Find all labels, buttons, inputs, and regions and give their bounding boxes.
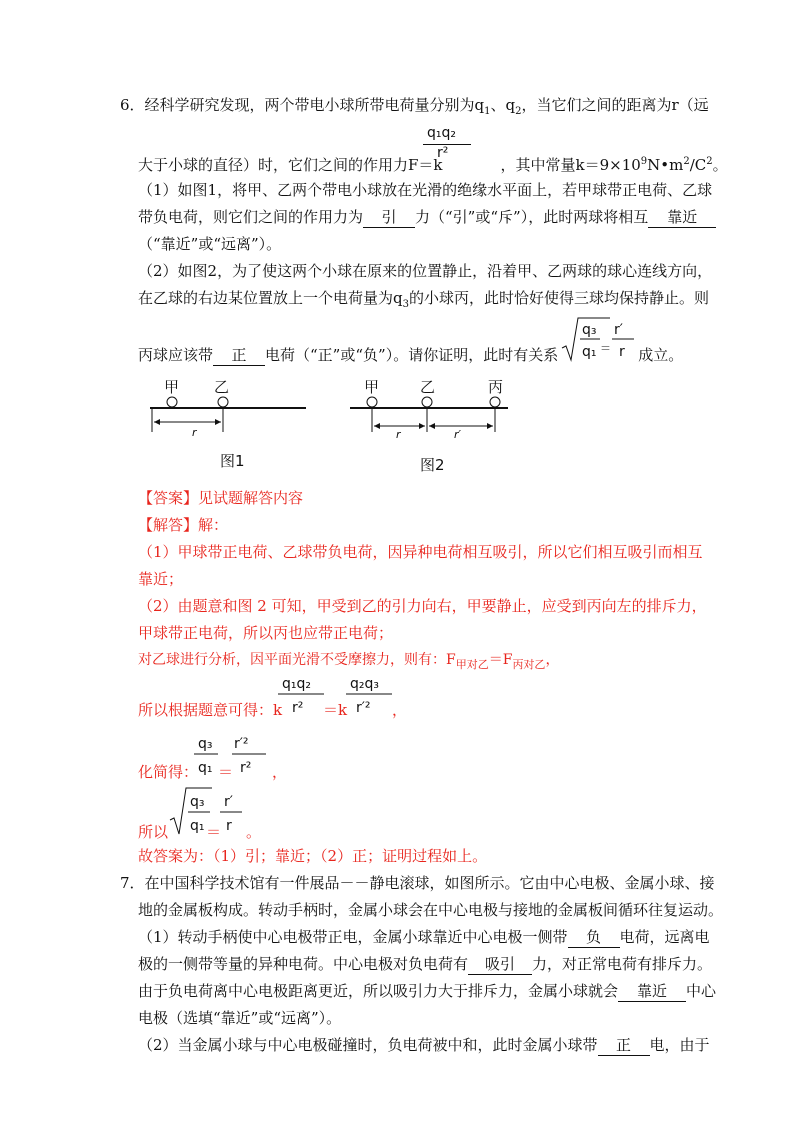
- eq3-num: q₃: [198, 736, 213, 752]
- q6-answer-positive: 正: [213, 345, 265, 366]
- eq4-den: r²: [240, 760, 252, 776]
- q6-sup2a: 2: [683, 156, 690, 167]
- eq4-num: r′²: [234, 736, 249, 752]
- q6-p1-b-text: 带负电荷，则它们之间的作用力为: [138, 208, 364, 226]
- solution-6-text: 所以: [138, 823, 169, 841]
- solution-6-eq: ＝: [206, 823, 222, 841]
- q7-p2: [138, 1035, 710, 1056]
- q6-line2-e: 。: [712, 156, 728, 174]
- q6-p2-d-text: 丙球应该带: [138, 346, 214, 364]
- q7-answer-attract: 吸引: [468, 954, 532, 975]
- eq1-den: r²: [292, 700, 304, 716]
- q7-p1-e: [138, 981, 716, 1002]
- q6-line2-b: ，其中常量k＝9×10: [500, 156, 641, 174]
- q6-p2-b-text: 在乙球的右边某位置放上一个电荷量为q: [138, 289, 403, 307]
- q6-formula-num: q₁q₂: [427, 125, 456, 141]
- q6-sqrt-num: q₃: [582, 322, 597, 338]
- eq-simplified: [190, 730, 280, 782]
- solution-4-eq: ＝k: [323, 701, 348, 719]
- solution-2a: （2）由题意和图 2 可知，甲受到乙的引力向右，甲要静止，应受到丙向左的排斥力，: [138, 597, 707, 615]
- q7-p1-f: 中心: [686, 982, 717, 1000]
- q7-p2-a: （2）当金属小球与中心电极碰撞时，负电荷被中和，此时金属小球带: [138, 1036, 598, 1054]
- solution-3-sub2: 丙对乙: [512, 657, 546, 671]
- solution-1b: 靠近；: [138, 570, 184, 588]
- solution-3-sub1: 甲对乙: [455, 657, 489, 671]
- q6-p1-d: （“靠近”或“远离”）。: [138, 235, 282, 253]
- q7-answer-negative: 负: [568, 927, 620, 948]
- q7-p1-a-text: （1）转动手柄使中心电极带正电，金属小球靠近中心电极一侧带: [138, 928, 568, 946]
- fig1-yi: 乙: [214, 378, 230, 396]
- q7-line2: 地的金属板构成。转动手柄时，金属小球会在中心电极与接地的金属板间循环往复运动。: [138, 901, 724, 919]
- fig2-jia: 甲: [364, 378, 380, 396]
- q7-p1-g: 电极（选填“靠近”或“远离”）。: [138, 1009, 342, 1027]
- q6-p1-c: 力（“引”或“斥”），此时两球将相互: [415, 208, 649, 226]
- q7-answer-close: 靠近: [618, 981, 686, 1002]
- solution-3-mid: ＝F: [488, 652, 513, 668]
- q6-line2-a: 大于小球的直径）时，它们之间的作用力F＝k: [138, 156, 443, 174]
- q6-p2-c: 的小球丙，此时恰好使得三球均保持静止。则: [408, 289, 709, 307]
- q6-p2-a: （2）如图2，为了使这两个小球在原来的位置静止，沿着甲、乙两球的球心连线方向，: [138, 262, 713, 280]
- q6-line1-c: ，当它们之间的距离为r（远: [521, 96, 709, 114]
- fig1-ball-yi: [218, 397, 228, 407]
- q6-number: 6．: [120, 96, 145, 114]
- fig1-caption: 图1: [220, 452, 245, 470]
- solution-3-end: ，: [545, 652, 560, 668]
- q7-p1-d: 力，对正常电荷有排斥力。: [532, 955, 713, 973]
- solution-5-text: 化简得：: [138, 763, 199, 781]
- fig2-ball-bing: [490, 397, 500, 407]
- q6-line1-b: 、q: [490, 96, 516, 114]
- figure-1: [140, 376, 320, 476]
- fig2-ball-jia: [367, 397, 377, 407]
- eq6-den: r: [226, 818, 232, 834]
- eq2-num: q₂q₃: [350, 676, 379, 692]
- solution-2b: 甲球带正电荷，所以丙也应带正电荷；: [138, 624, 394, 642]
- q6-sup2b: 2: [706, 156, 713, 167]
- q6-line1-text: 经科学研究发现，两个带电小球所带电荷量分别为q: [144, 96, 485, 114]
- solution-4: [138, 700, 282, 720]
- q6-p1-a: （1）如图1，将甲、乙两个带电小球放在光滑的绝缘水平面上，若甲球带正电荷、乙球: [138, 181, 713, 199]
- q6-p2-sub3: 3: [402, 299, 409, 310]
- solution-5-eq: ＝: [218, 763, 234, 781]
- q7-answer-positive: 正: [598, 1035, 650, 1056]
- q7-p2-b: 电，由于: [649, 1036, 710, 1054]
- solution-5-end: ，: [272, 763, 288, 781]
- fig1-ball-jia: [167, 397, 177, 407]
- q6-answer-close: 靠近: [648, 207, 716, 228]
- fig2-ball-yi: [422, 397, 432, 407]
- q6-sqrt-r: r: [619, 344, 625, 360]
- q6-p2-e: 电荷（“正”或“负”）。请你证明，此时有关系: [265, 346, 559, 364]
- figure-2: [350, 376, 520, 476]
- solution-3-text: 对乙球进行分析，因平面光滑不受摩擦力，则有：F: [138, 652, 456, 668]
- q6-line2-c: N•m: [647, 156, 684, 174]
- q6-answer-attract: 引: [363, 207, 415, 228]
- q6-exp9: 9: [640, 156, 648, 167]
- solution-1a: （1）甲球带正电荷、乙球带负电荷，因异种电荷相互吸引，所以它们相互吸引而相互: [138, 543, 703, 561]
- q7-p1-e-text: 由于负电荷离中心电极距离更近，所以吸引力大于排斥力，金属小球就会: [138, 982, 619, 1000]
- q6-sub1: 1: [484, 106, 491, 117]
- solution-label: 【解答】解：: [138, 516, 229, 534]
- solution-5: [138, 762, 198, 782]
- q7-p1-a: [138, 927, 710, 948]
- q7-number: 7．: [120, 874, 145, 892]
- q6-sqrt-rp: r′: [614, 322, 623, 338]
- fig2-yi: 乙: [420, 378, 436, 396]
- q7-p1-c: [138, 954, 712, 975]
- fig2-bing: 丙: [488, 378, 504, 396]
- solution-4-end: ，: [392, 701, 408, 719]
- q6-line2: [138, 152, 728, 175]
- q6-line1: [120, 95, 709, 122]
- q7-p1-b: 电荷，远离电: [619, 928, 710, 946]
- q7-line1: [120, 873, 715, 893]
- q7-line1-text: 在中国科学技术馆有一件展品－－静电滚球，如图所示。它由中心电极、金属小球、接: [144, 874, 715, 892]
- q6-formula-den: r²: [437, 145, 449, 161]
- eq3-den: q₁: [198, 760, 213, 776]
- eq5-den: q₁: [190, 818, 205, 834]
- fig2-rp: r′: [454, 428, 462, 441]
- solution-4-text: 所以根据题意可得：k: [138, 701, 283, 719]
- q6-p2-f: 成立。: [638, 346, 684, 364]
- q6-sqrt-eq: ＝: [600, 342, 611, 355]
- fig2-caption: 图2: [420, 456, 445, 474]
- fig1-jia: 甲: [164, 378, 180, 396]
- eq2-den: r′²: [356, 700, 371, 716]
- eq6-num: r′: [224, 794, 233, 810]
- answer-label: 【答案】见试题解答内容: [138, 489, 304, 507]
- q7-p1-c-text: 极的一侧带等量的异种电荷。中心电极对负电荷有: [138, 955, 469, 973]
- fig1-r: r: [192, 426, 197, 439]
- q6-p2-b: [138, 288, 709, 315]
- final-answer: 故答案为：（1）引；靠近；（2）正；证明过程如上。: [138, 847, 488, 865]
- q6-sqrt-den: q₁: [582, 344, 597, 360]
- q6-sub2: 2: [515, 106, 522, 117]
- eq5-num: q₃: [190, 794, 205, 810]
- eq1-num: q₁q₂: [282, 676, 311, 692]
- solution-6-end: 。: [246, 823, 262, 841]
- q6-p1-b: [138, 207, 716, 228]
- q6-p2-d: [138, 345, 683, 366]
- fig2-r: r: [396, 428, 401, 441]
- q6-line2-d: /C: [689, 156, 707, 174]
- solution-6: [138, 822, 168, 842]
